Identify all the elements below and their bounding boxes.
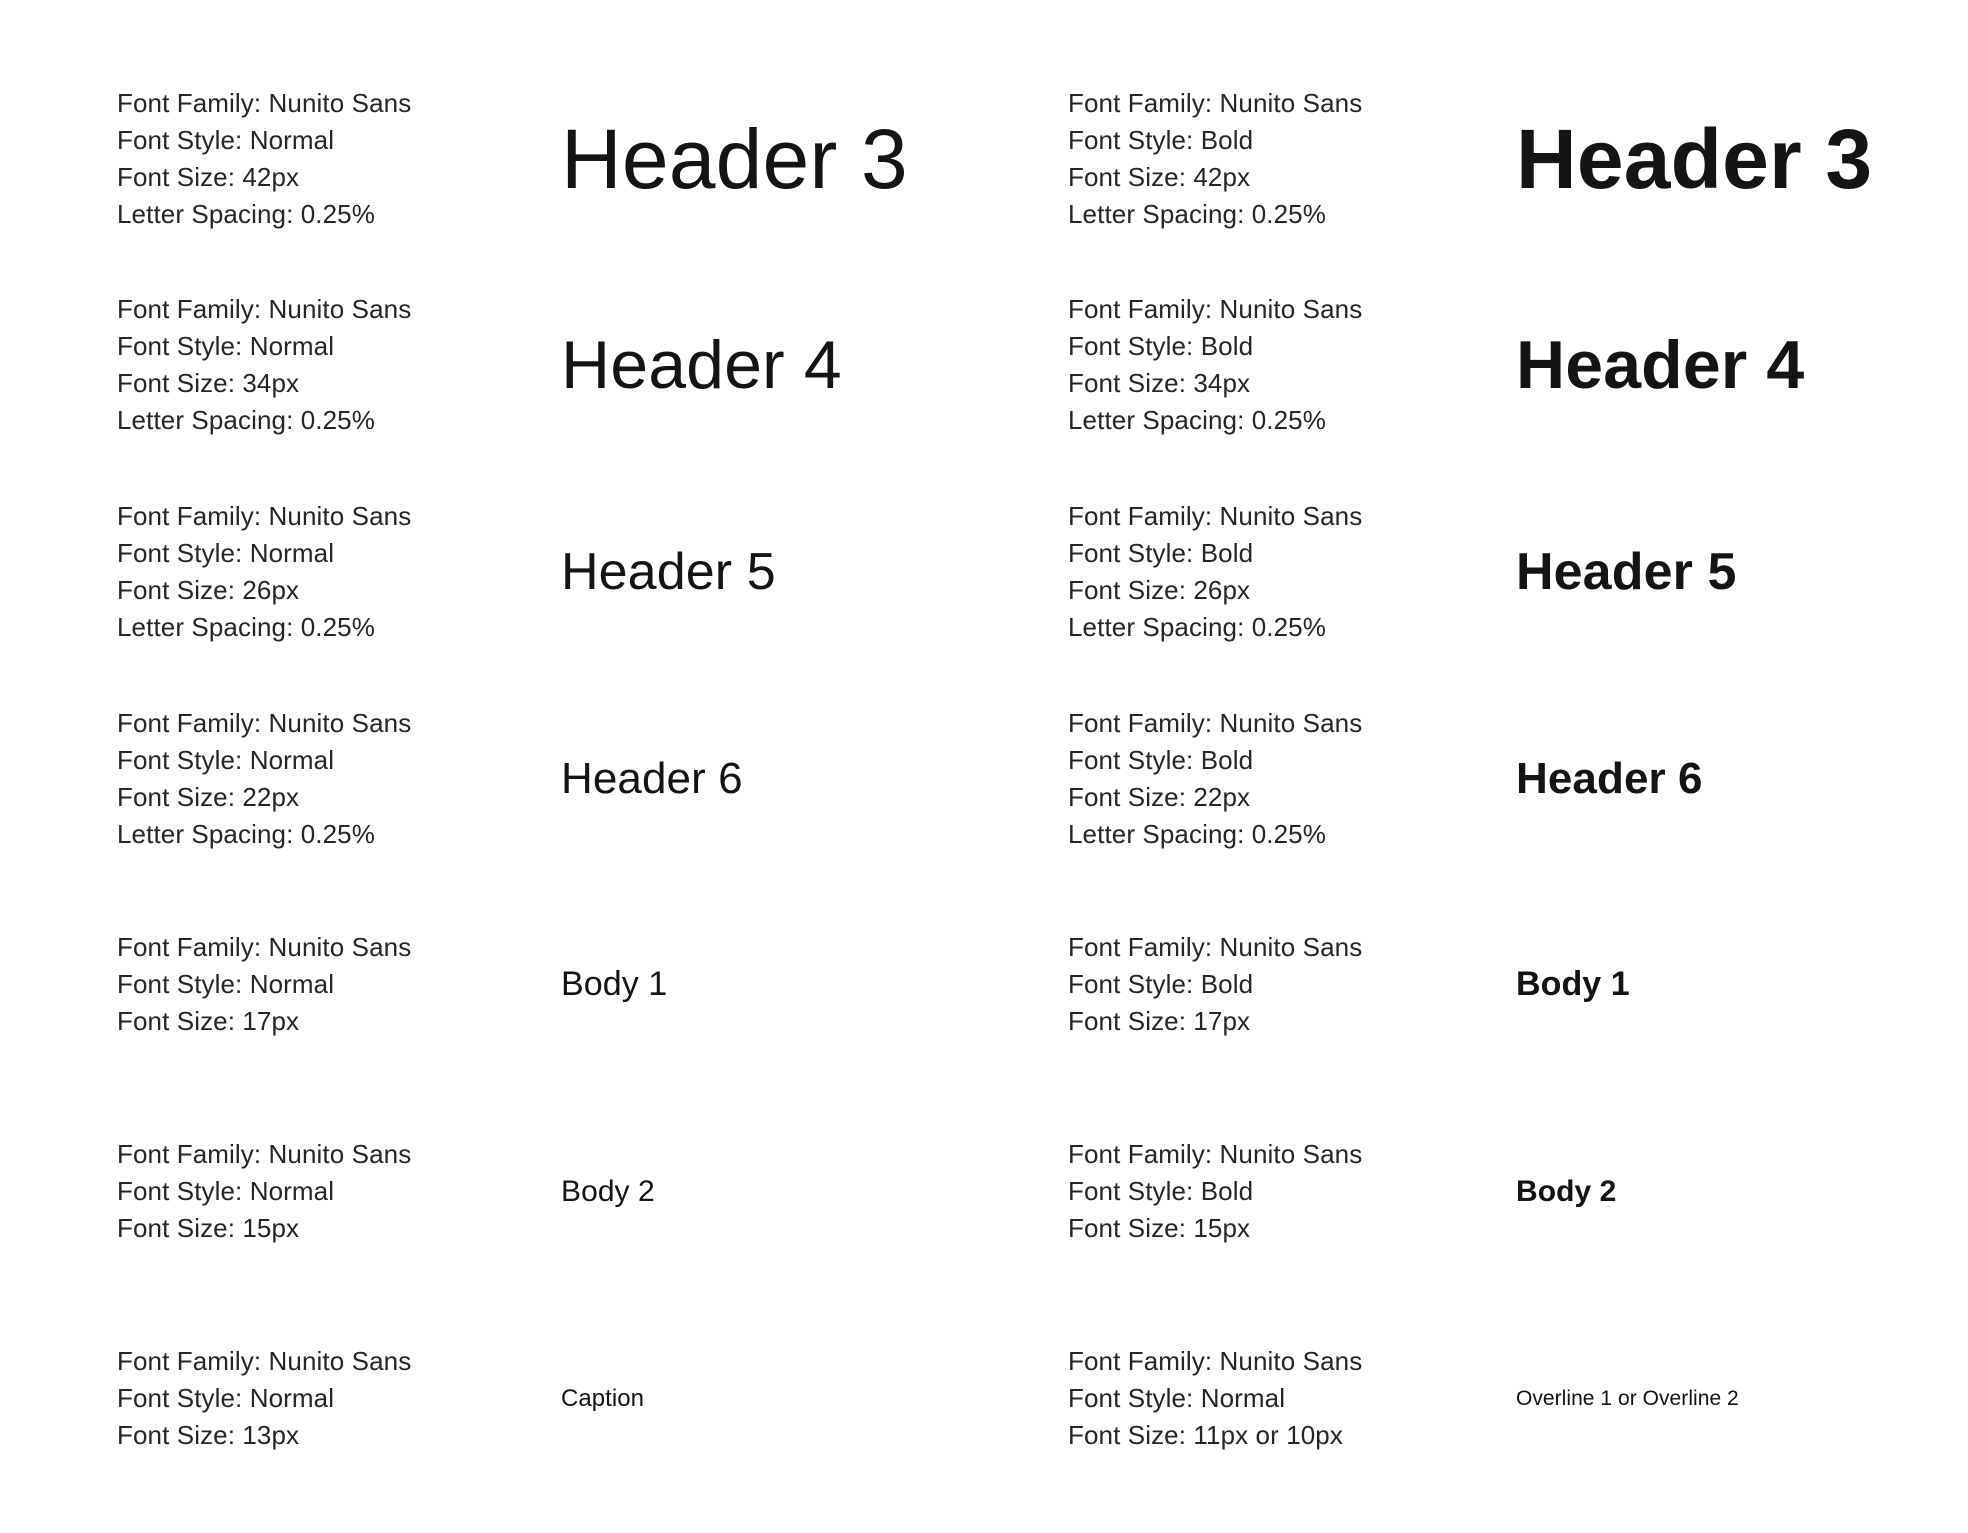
type-sample-body1-bold: Body 1	[1516, 965, 1630, 1003]
spec-letter-spacing: Letter Spacing: 0.25%	[117, 819, 375, 849]
spec-font-style: Font Style: Normal	[117, 745, 335, 775]
sample-cell	[561, 705, 1068, 853]
sample-cell	[1516, 291, 1968, 439]
spec-font-family: Font Family: Nunito Sans	[1068, 88, 1363, 118]
spec-font-family: Font Family: Nunito Sans	[1068, 1346, 1363, 1376]
spec-font-size: Font Size: 15px	[1068, 1213, 1251, 1243]
spec-font-size: Font Size: 15px	[117, 1213, 300, 1243]
spec-letter-spacing: Letter Spacing: 0.25%	[117, 405, 375, 435]
spec-block-header4-bold	[1068, 291, 1516, 439]
spec-font-style: Font Style: Bold	[1068, 331, 1254, 361]
spec-font-family: Font Family: Nunito Sans	[1068, 708, 1363, 738]
spec-font-style: Font Style: Bold	[1068, 745, 1254, 775]
spec-letter-spacing: Letter Spacing: 0.25%	[1068, 819, 1326, 849]
type-row-header5	[0, 498, 1968, 646]
spec-font-style: Font Style: Bold	[1068, 1176, 1254, 1206]
spec-block-header5-bold	[1068, 498, 1516, 646]
spec-block-overline	[1068, 1343, 1516, 1454]
type-sample-header6-normal: Header 6	[561, 754, 743, 803]
spec-letter-spacing: Letter Spacing: 0.25%	[1068, 199, 1326, 229]
sample-cell	[561, 1343, 1068, 1454]
spec-block-header6-normal	[117, 705, 561, 853]
sample-cell	[1516, 498, 1968, 646]
type-sample-header4-bold: Header 4	[1516, 327, 1805, 403]
spec-font-style: Font Style: Normal	[1068, 1383, 1286, 1413]
spec-font-style: Font Style: Bold	[1068, 969, 1254, 999]
sample-cell	[1516, 705, 1968, 853]
sample-cell	[1516, 85, 1968, 233]
spec-font-style: Font Style: Normal	[117, 969, 335, 999]
sample-cell	[561, 85, 1068, 233]
sample-cell	[561, 291, 1068, 439]
spec-font-size: Font Size: 34px	[1068, 368, 1251, 398]
spec-font-size: Font Size: 26px	[1068, 575, 1251, 605]
spec-font-family: Font Family: Nunito Sans	[1068, 1139, 1363, 1169]
type-sample-header3-normal: Header 3	[561, 111, 908, 206]
spec-font-family: Font Family: Nunito Sans	[1068, 294, 1363, 324]
type-row-body2	[0, 1136, 1968, 1247]
spec-block-header5-normal	[117, 498, 561, 646]
type-sample-header6-bold: Header 6	[1516, 754, 1703, 803]
spec-block-body2-normal	[117, 1136, 561, 1247]
sample-cell	[1516, 929, 1968, 1040]
spec-letter-spacing: Letter Spacing: 0.25%	[1068, 612, 1326, 642]
spec-font-style: Font Style: Normal	[117, 1176, 335, 1206]
spec-font-family: Font Family: Nunito Sans	[117, 708, 412, 738]
spec-block-body1-bold	[1068, 929, 1516, 1040]
spec-block-header4-normal	[117, 291, 561, 439]
spec-font-family: Font Family: Nunito Sans	[1068, 932, 1363, 962]
spec-font-size: Font Size: 11px or 10px	[1068, 1420, 1343, 1450]
sample-cell	[561, 498, 1068, 646]
spec-block-body1-normal	[117, 929, 561, 1040]
spec-font-family: Font Family: Nunito Sans	[117, 88, 412, 118]
sample-cell	[1516, 1343, 1968, 1454]
spec-font-size: Font Size: 22px	[117, 782, 300, 812]
spec-font-size: Font Size: 34px	[117, 368, 300, 398]
type-sample-body2-normal: Body 2	[561, 1174, 655, 1208]
spec-font-size: Font Size: 22px	[1068, 782, 1251, 812]
spec-block-header3-normal	[117, 85, 561, 233]
type-sample-header3-bold: Header 3	[1516, 111, 1873, 206]
type-row-caption-overline	[0, 1343, 1968, 1454]
spec-letter-spacing: Letter Spacing: 0.25%	[117, 612, 375, 642]
type-row-header3	[0, 85, 1968, 233]
spec-font-style: Font Style: Bold	[1068, 538, 1254, 568]
spec-block-header3-bold	[1068, 85, 1516, 233]
spec-font-family: Font Family: Nunito Sans	[117, 501, 412, 531]
type-sample-caption: Caption	[561, 1384, 645, 1412]
spec-font-family: Font Family: Nunito Sans	[117, 932, 412, 962]
spec-font-family: Font Family: Nunito Sans	[1068, 501, 1363, 531]
type-sample-header4-normal: Header 4	[561, 327, 842, 403]
type-row-header6	[0, 705, 1968, 853]
spec-font-style: Font Style: Normal	[117, 331, 335, 361]
spec-font-style: Font Style: Normal	[117, 1383, 335, 1413]
spec-block-header6-bold	[1068, 705, 1516, 853]
type-sample-header5-normal: Header 5	[561, 543, 776, 601]
spec-font-family: Font Family: Nunito Sans	[117, 1139, 412, 1169]
spec-font-size: Font Size: 13px	[117, 1420, 300, 1450]
type-sample-body2-bold: Body 2	[1516, 1174, 1617, 1208]
type-row-body1	[0, 929, 1968, 1040]
spec-letter-spacing: Letter Spacing: 0.25%	[1068, 405, 1326, 435]
spec-font-size: Font Size: 26px	[117, 575, 300, 605]
spec-font-size: Font Size: 17px	[1068, 1006, 1251, 1036]
sample-cell	[561, 929, 1068, 1040]
type-sample-body1-normal: Body 1	[561, 965, 668, 1003]
spec-block-caption	[117, 1343, 561, 1454]
type-sample-overline: Overline 1 or Overline 2	[1516, 1386, 1739, 1410]
spec-font-size: Font Size: 17px	[117, 1006, 300, 1036]
sample-cell	[1516, 1136, 1968, 1247]
spec-font-style: Font Style: Normal	[117, 538, 335, 568]
spec-font-family: Font Family: Nunito Sans	[117, 294, 412, 324]
spec-font-style: Font Style: Bold	[1068, 125, 1254, 155]
spec-font-size: Font Size: 42px	[117, 162, 300, 192]
sample-cell	[561, 1136, 1068, 1247]
spec-font-size: Font Size: 42px	[1068, 162, 1251, 192]
type-sample-header5-bold: Header 5	[1516, 543, 1737, 601]
spec-block-body2-bold	[1068, 1136, 1516, 1247]
spec-letter-spacing: Letter Spacing: 0.25%	[117, 199, 375, 229]
spec-font-style: Font Style: Normal	[117, 125, 335, 155]
spec-font-family: Font Family: Nunito Sans	[117, 1346, 412, 1376]
type-row-header4	[0, 291, 1968, 439]
